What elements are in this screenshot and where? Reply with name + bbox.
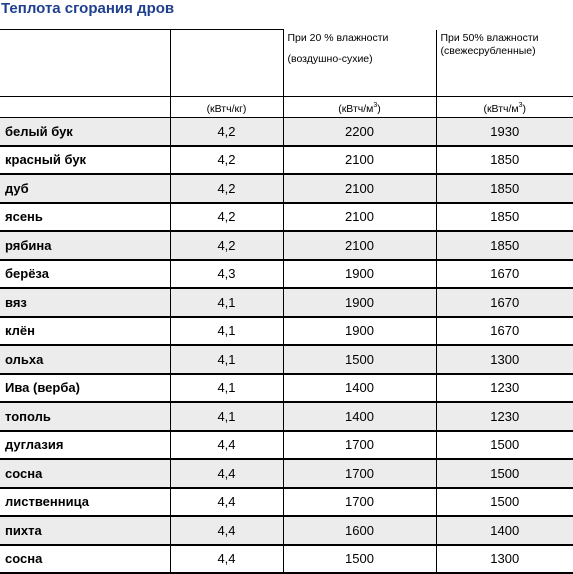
units-cell-dry — [283, 97, 436, 118]
units-cell-fresh — [436, 97, 573, 118]
wood-name-cell: вяз — [0, 288, 170, 317]
kwh-per-kg-cell: 4,4 — [170, 459, 283, 488]
wood-name-cell: дуглазия — [0, 431, 170, 460]
fresh-50-cell: 1230 — [436, 402, 573, 431]
kwh-per-kg-cell: 4,1 — [170, 317, 283, 346]
fresh-50-cell: 1850 — [436, 203, 573, 232]
unit-fresh-base: (кВтч/м — [483, 103, 519, 115]
kwh-per-kg-cell: 4,2 — [170, 174, 283, 203]
dry-20-cell: 2100 — [283, 146, 436, 175]
dry-20-cell: 1700 — [283, 431, 436, 460]
fresh-50-cell: 1670 — [436, 260, 573, 289]
dry-20-cell: 2100 — [283, 174, 436, 203]
unit-kg: (кВтч/кг) — [206, 103, 247, 115]
table-row — [0, 345, 573, 374]
kwh-per-kg-cell: 4,1 — [170, 288, 283, 317]
table-row — [0, 118, 573, 146]
table-row — [0, 146, 573, 175]
header-cell-dry — [283, 30, 436, 97]
unit-fresh-close: ) — [522, 103, 527, 115]
fresh-50-cell: 1850 — [436, 231, 573, 260]
kwh-per-kg-cell: 4,2 — [170, 231, 283, 260]
dry-20-cell: 2200 — [283, 118, 436, 146]
units-row — [0, 97, 573, 118]
kwh-per-kg-cell: 4,4 — [170, 488, 283, 517]
header-dry-line1: При 20 % влажности — [287, 31, 389, 44]
dry-20-cell: 1400 — [283, 402, 436, 431]
wood-name-cell: тополь — [0, 402, 170, 431]
table-row — [0, 260, 573, 289]
fresh-50-cell: 1300 — [436, 545, 573, 574]
wood-name-cell: клён — [0, 317, 170, 346]
wood-name-cell: ольха — [0, 345, 170, 374]
dry-20-cell: 1900 — [283, 317, 436, 346]
firewood-heat-table — [0, 29, 573, 574]
fresh-50-cell: 1670 — [436, 288, 573, 317]
table-row — [0, 288, 573, 317]
fresh-50-cell: 1850 — [436, 146, 573, 175]
fresh-50-cell: 1300 — [436, 345, 573, 374]
fresh-50-cell: 1400 — [436, 516, 573, 545]
kwh-per-kg-cell: 4,4 — [170, 545, 283, 574]
wood-name-cell: рябина — [0, 231, 170, 260]
table-row — [0, 516, 573, 545]
wood-name-cell: ясень — [0, 203, 170, 232]
dry-20-cell: 2100 — [283, 231, 436, 260]
kwh-per-kg-cell: 4,1 — [170, 345, 283, 374]
kwh-per-kg-cell: 4,1 — [170, 402, 283, 431]
dry-20-cell: 1900 — [283, 288, 436, 317]
fresh-50-cell: 1670 — [436, 317, 573, 346]
unit-fresh-sup: 3 — [518, 102, 523, 109]
wood-name-cell: дуб — [0, 174, 170, 203]
table-row — [0, 459, 573, 488]
kwh-per-kg-cell: 4,4 — [170, 431, 283, 460]
table-row — [0, 431, 573, 460]
fresh-50-cell: 1500 — [436, 459, 573, 488]
table-row — [0, 374, 573, 403]
wood-name-cell: белый бук — [0, 118, 170, 146]
dry-20-cell: 1400 — [283, 374, 436, 403]
dry-20-cell: 2100 — [283, 203, 436, 232]
header-fresh-line2: (свежесрубленные) — [440, 44, 536, 57]
header-fresh-line1: При 50% влажности — [440, 31, 539, 44]
fresh-50-cell: 1230 — [436, 374, 573, 403]
kwh-per-kg-cell: 4,2 — [170, 146, 283, 175]
table-row — [0, 402, 573, 431]
wood-name-cell: пихта — [0, 516, 170, 545]
header-cell-fresh — [436, 30, 573, 97]
wood-name-cell: лиственница — [0, 488, 170, 517]
unit-dry-sup: 3 — [373, 102, 378, 109]
dry-20-cell: 1500 — [283, 345, 436, 374]
table-row — [0, 488, 573, 517]
dry-20-cell: 1600 — [283, 516, 436, 545]
kwh-per-kg-cell: 4,2 — [170, 203, 283, 232]
fresh-50-cell: 1850 — [436, 174, 573, 203]
fresh-50-cell: 1500 — [436, 431, 573, 460]
wood-name-cell: красный бук — [0, 146, 170, 175]
table-row — [0, 231, 573, 260]
table-row — [0, 203, 573, 232]
dry-20-cell: 1900 — [283, 260, 436, 289]
fresh-50-cell: 1930 — [436, 118, 573, 146]
page-title: Теплота сгорания дров — [1, 0, 175, 17]
fresh-50-cell: 1500 — [436, 488, 573, 517]
units-cell-kg — [170, 97, 283, 118]
table-row — [0, 174, 573, 203]
wood-name-cell: сосна — [0, 459, 170, 488]
units-cell-wood — [0, 97, 170, 118]
kwh-per-kg-cell: 4,2 — [170, 118, 283, 146]
wood-name-cell: сосна — [0, 545, 170, 574]
kwh-per-kg-cell: 4,3 — [170, 260, 283, 289]
unit-dry-base: (кВтч/м — [338, 103, 374, 115]
header-row — [0, 30, 573, 97]
kwh-per-kg-cell: 4,4 — [170, 516, 283, 545]
table-row — [0, 317, 573, 346]
header-cell-kg — [170, 30, 283, 97]
header-dry-line2: (воздушно-сухие) — [287, 52, 373, 65]
wood-name-cell: Ива (верба) — [0, 374, 170, 403]
dry-20-cell: 1700 — [283, 488, 436, 517]
dry-20-cell: 1500 — [283, 545, 436, 574]
kwh-per-kg-cell: 4,1 — [170, 374, 283, 403]
wood-name-cell: берёза — [0, 260, 170, 289]
dry-20-cell: 1700 — [283, 459, 436, 488]
header-cell-wood — [0, 30, 170, 97]
unit-dry-close: ) — [377, 103, 381, 115]
